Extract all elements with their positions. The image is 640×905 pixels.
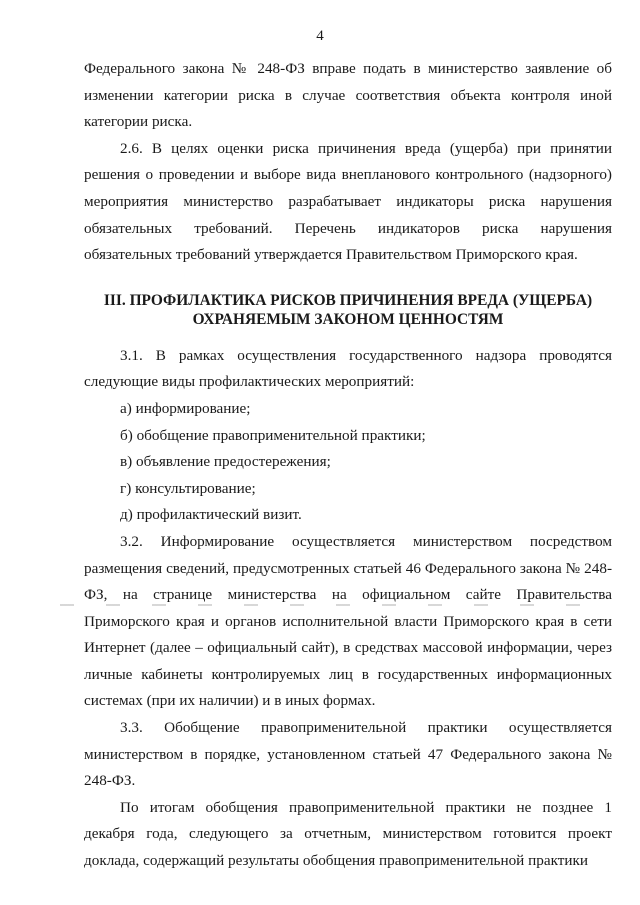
paragraph-continuation: Федерального закона № 248-ФЗ вправе подать в министерство заявление об изменении категории риска в случае соответствия объекта контроля иной категории риска. — [84, 60, 612, 131]
paragraph-summary: По итогам обобщения правоприменительной практики не позднее 1 декабря года, следующего за отчетным, министерством готовится проект доклада, содержащий результаты обобщения правоприменительной практики — [84, 798, 612, 870]
page-number: 4 — [316, 28, 324, 44]
list-item: д) профилактический визит. — [120, 506, 302, 524]
list-item: б) обобщение правоприменительной практики; — [120, 426, 426, 444]
document-body — [84, 56, 612, 875]
list-item: в) объявление предостережения; — [120, 453, 331, 471]
paragraph-2-6: 2.6. В целях оценки риска причинения вреда (ущерба) при принятии решения о проведении и выборе вида внепланового контрольного (надзорного) мероприятия министерство разрабатывает индикаторы риска нарушения обязательных требований. Перечень индикаторов риска нарушения обязательных требований утверждается Правительством Приморского края. — [84, 139, 612, 264]
list-item: г) консультирование; — [120, 479, 256, 497]
section-heading — [84, 291, 612, 329]
scan-artifact-line — [60, 604, 590, 606]
list-item: а) информирование; — [120, 399, 251, 417]
paragraph-3-2: 3.2. Информирование осуществляется министерством посредством размещения сведений, предусмотренных статьей 46 Федерального закона № 248-ФЗ, на странице министерства на официальном сайте Правительства Приморского края и органов исполнительной власти Приморского края в сети Интернет (далее – официальный сайт), в средствах массовой информации, через личные кабинеты контролируемых лиц в государственных информационных системах (при их наличии) и в иных формах. — [84, 532, 612, 710]
section-heading-line-2: ОХРАНЯЕМЫМ ЗАКОНОМ ЦЕННОСТЯМ — [192, 310, 504, 328]
paragraph-3-3: 3.3. Обобщение правоприменительной практики осуществляется министерством в порядке, установленном статьей 47 Федерального закона № 248-ФЗ. — [84, 719, 612, 790]
paragraph-3-1: 3.1. В рамках осуществления государственного надзора проводятся следующие виды профилактических мероприятий: — [84, 346, 612, 391]
section-heading-line-1: III. ПРОФИЛАКТИКА РИСКОВ ПРИЧИНЕНИЯ ВРЕДА (УЩЕРБА) — [103, 291, 593, 309]
